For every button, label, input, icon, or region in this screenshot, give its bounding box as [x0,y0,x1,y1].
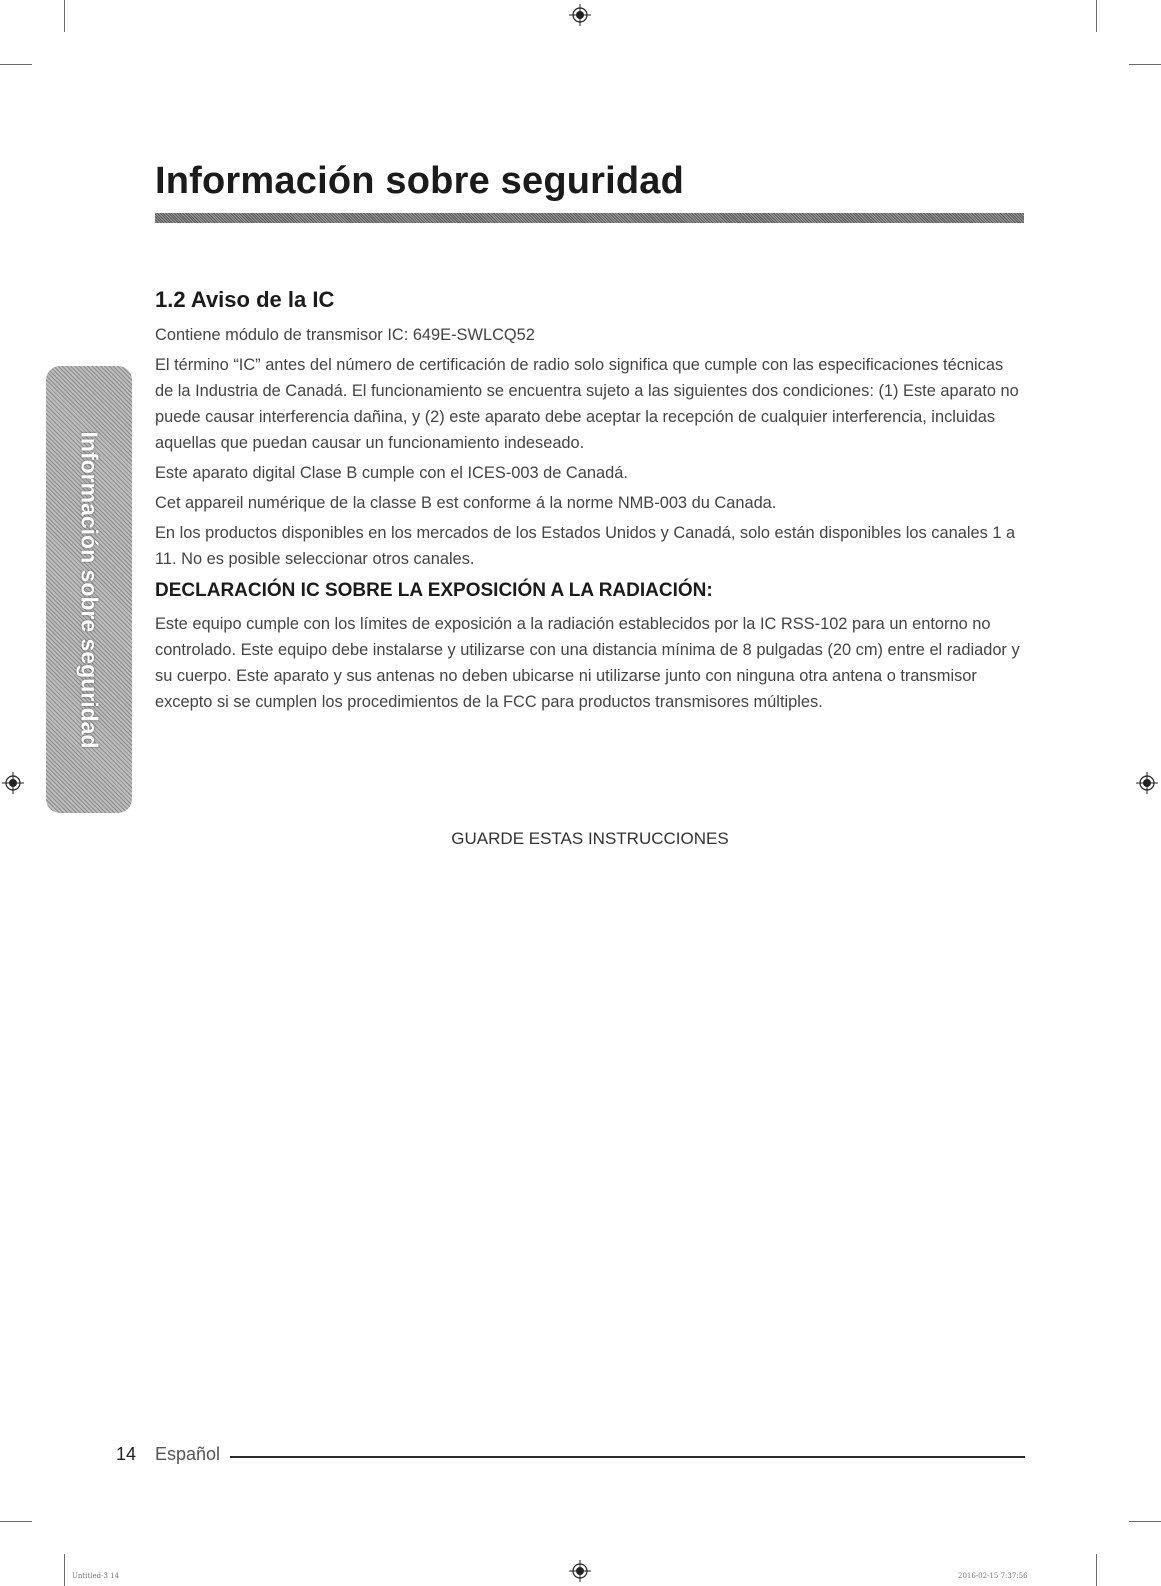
side-tab-label: Información sobre seguridad [76,431,103,749]
crop-mark-bottom-right-vertical [1096,1554,1097,1586]
paragraph-class-b-es: Este aparato digital Clase B cumple con el ICES-003 de Canadá. [155,464,628,482]
paragraph-radiation-exposure: Este equipo cumple con los límites de exposición a la radiación establecidos por la IC RSS-102 para un entorno no controlado. Este equipo debe instalarse y utilizarse con una distancia mínima de 8 pulgadas (20 cm) entre el radiador y su cuerpo. Este aparato y sus antenas no deben ubicarse ni utilizarse junto con ninguna otra antena o transmisor excepto si se cumplen los procedimientos de la FCC para productos transmisores múltiples. [155,615,1020,711]
declaration-heading: DECLARACIÓN IC SOBRE LA EXPOSICIÓN A LA RADIACIÓN: [155,580,713,601]
crop-mark-bottom-left-horizontal [0,1521,32,1522]
registration-mark-bottom-icon [569,1560,591,1582]
paragraph-ic-term: El término “IC” antes del número de certificación de radio solo significa que cumple con las especificaciones técnicas de la Industria de Canadá. El funcionamiento se encuentra sujeto a las siguientes dos condiciones: (1) Este aparato no puede causar interferencia dañina, y (2) este aparato debe aceptar la recepción de cualquier interferencia, incluidas aquellas que puedan causar un funcionamiento indeseado. [155,356,1019,452]
crop-mark-bottom-right-horizontal [1129,1521,1161,1522]
print-slug-left: Untitled-3 14 [72,1572,120,1580]
crop-mark-top-left-vertical [64,0,65,32]
section-heading: 1.2 Aviso de la IC [155,287,335,312]
footer-page-number: 14 [116,1444,137,1464]
registration-mark-top-icon [569,4,591,26]
crop-mark-top-right-vertical [1096,0,1097,32]
footer-rule [230,1456,1025,1458]
crop-mark-bottom-left-vertical [64,1554,65,1586]
footer-language: Español [155,1444,221,1464]
registration-mark-right-icon [1136,772,1158,794]
paragraph-class-b-fr: Cet appareil numérique de la classe B est conforme á la norme NMB-003 du Canada. [155,494,777,512]
crop-mark-top-left-horizontal [0,64,32,65]
closing-instruction: GUARDE ESTAS INSTRUCCIONES [451,829,729,848]
registration-mark-left-icon [2,772,24,794]
title-rule [155,213,1024,223]
paragraph-channels: En los productos disponibles en los mercados de los Estados Unidos y Canadá, solo están disponibles los canales 1 a 11. No es posible seleccionar otros canales. [155,524,1016,568]
main-content [155,287,1025,719]
paragraph-transmitter-module: Contiene módulo de transmisor IC: 649E-SWLCQ52 [155,326,535,344]
page-title: Información sobre seguridad [155,160,685,202]
crop-mark-top-right-horizontal [1129,64,1161,65]
print-slug-right: 2016-02-15 7:37:56 [958,1572,1028,1580]
